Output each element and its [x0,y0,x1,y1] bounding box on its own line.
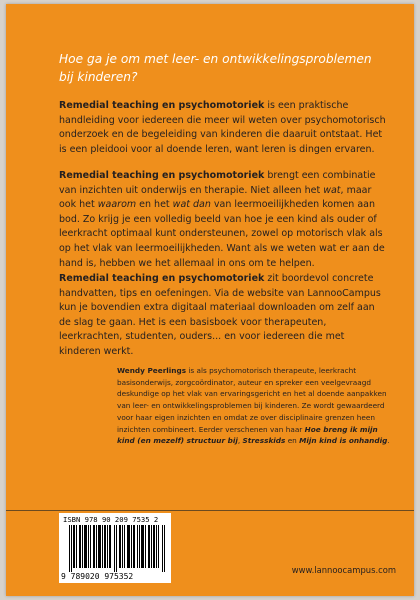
other-title-1: Hoe breng ik mijn kind (en mezelf) structuur bij [117,424,378,446]
bio-text-2: , [237,436,243,446]
paragraph-2-text-1: brengt een combinatie van inzichten uit onderwijs en therapie. Niet alleen het [59,170,376,196]
book-title: Remedial teaching en psychomotoriek [59,100,265,111]
author-name: Wendy Peerlings [117,366,187,375]
other-title-3: Mijn kind is onhandig [299,436,388,446]
divider-line [6,510,414,511]
book-title: Remedial teaching en psychomotoriek [59,273,265,284]
paragraph-2 [59,169,389,271]
emphasis-wat-dan: wat dan [172,199,211,211]
paragraph-2-text-2: , maar ook het [59,184,372,211]
isbn-label: ISBN 978 90 209 7535 2 [63,515,159,524]
headline-line-2: bij kinderen? [59,69,138,84]
book-title: Remedial teaching en psychomotoriek [59,170,265,181]
paragraph-3-text: zit boordevol concrete handvatten, tips en oefeningen. Via de website van LannooCampus kun je bovendien extra digitaal materiaal downloaden om zelf aan de slag te gaan. Het is een basisboek voor therapeuten, leerkrachten, studenten, ouders... en voor iedereen die met kinderen werkt. [59,273,381,357]
other-title-2: Stresskids [242,436,286,446]
barcode-digits: 9 789020 975352 [61,572,134,581]
headline-line-1: Hoe ga je om met leer- en ontwikkelingsproblemen [59,52,372,66]
publisher-url[interactable]: www.lannoocampus.com [291,565,396,575]
paragraph-2-text-3: en het [136,199,173,211]
paragraph-3 [59,272,389,360]
paragraph-1-text: is een praktische handleiding voor iedereen die meer wil weten over psychomotorisch onderzoek en de begeleiding van kinderen die daaruit ontstaat. Het is een pleidooi voor al doende leren, want leren is dingen ervaren. [59,100,386,155]
isbn-barcode-box [59,513,171,583]
emphasis-waarom: waarom [97,199,137,211]
paragraph-2-text-4: van leermoeilijkheden komen aan bod. Zo krijg je een volledig beeld van hoe je een kind als ouder of leerkracht optimaal kunt ondersteunen, zowel op motorisch vlak als op het vlak van leermoeilijkheden. Want als we weten wat er aan de hand is, hebben we het allemaal in ons om te helpen. [59,199,385,269]
emphasis-wat: wat [323,184,341,196]
headline [59,51,389,86]
paragraph-1 [59,99,389,157]
bio-text-3: en [285,436,300,446]
bio-text-4: . [387,436,390,446]
author-bio [117,365,397,447]
barcode-icon [69,525,165,572]
back-cover [6,4,414,596]
bio-text-1: is als psychomotorisch therapeute, leerkracht basisonderwijs, zorgcoördinator, auteur en spreker een veelgevraagd deskundige op het vlak van ervaringsgericht en het al doende aanpakken van leer- en ontwikkelingsproblemen bij kinderen. Ze wordt gewaardeerd voor haar eigen inzichten en omdat ze over disciplinaire grenzen heen inzichten combineert. Eerder verschenen van haar [117,366,387,434]
